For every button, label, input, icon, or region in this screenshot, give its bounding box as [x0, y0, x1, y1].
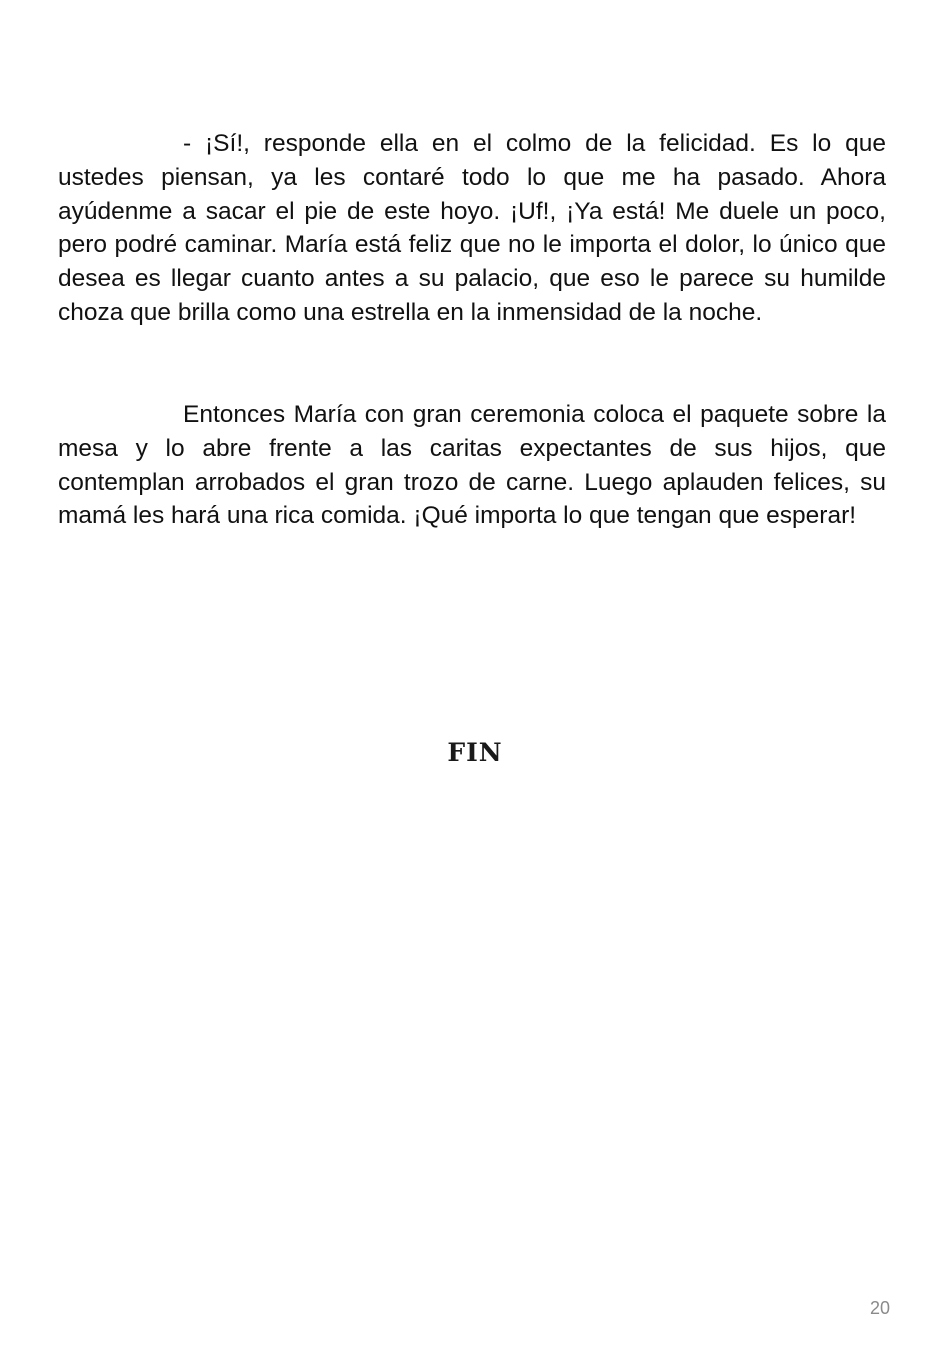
- paragraph-narration: Entonces María con gran ceremonia coloca el paquete sobre la mesa y lo abre frente a las caritas expectantes de sus hijos, que contemplan arrobados el gran trozo de carne. Luego aplauden felices, su mamá les hará una rica comida. ¡Qué importa lo que tengan que esperar!: [58, 401, 886, 530]
- paragraph-dialogue: - ¡Sí!, responde ella en el colmo de la felicidad. Es lo que ustedes piensan, ya les contaré todo lo que me ha pasado. Ahora ayúdenme a sacar el pie de este hoyo. ¡Uf!, ¡Ya está! Me duele un poco, pero podré caminar. María está feliz que no le importa el dolor, lo único que desea es llegar cuanto antes a su palacio, que eso le parece su humilde choza que brilla como una estrella en la inmensidad de la noche.: [58, 130, 886, 326]
- page-number: 20: [869, 1298, 890, 1318]
- end-mark: FIN: [447, 738, 503, 767]
